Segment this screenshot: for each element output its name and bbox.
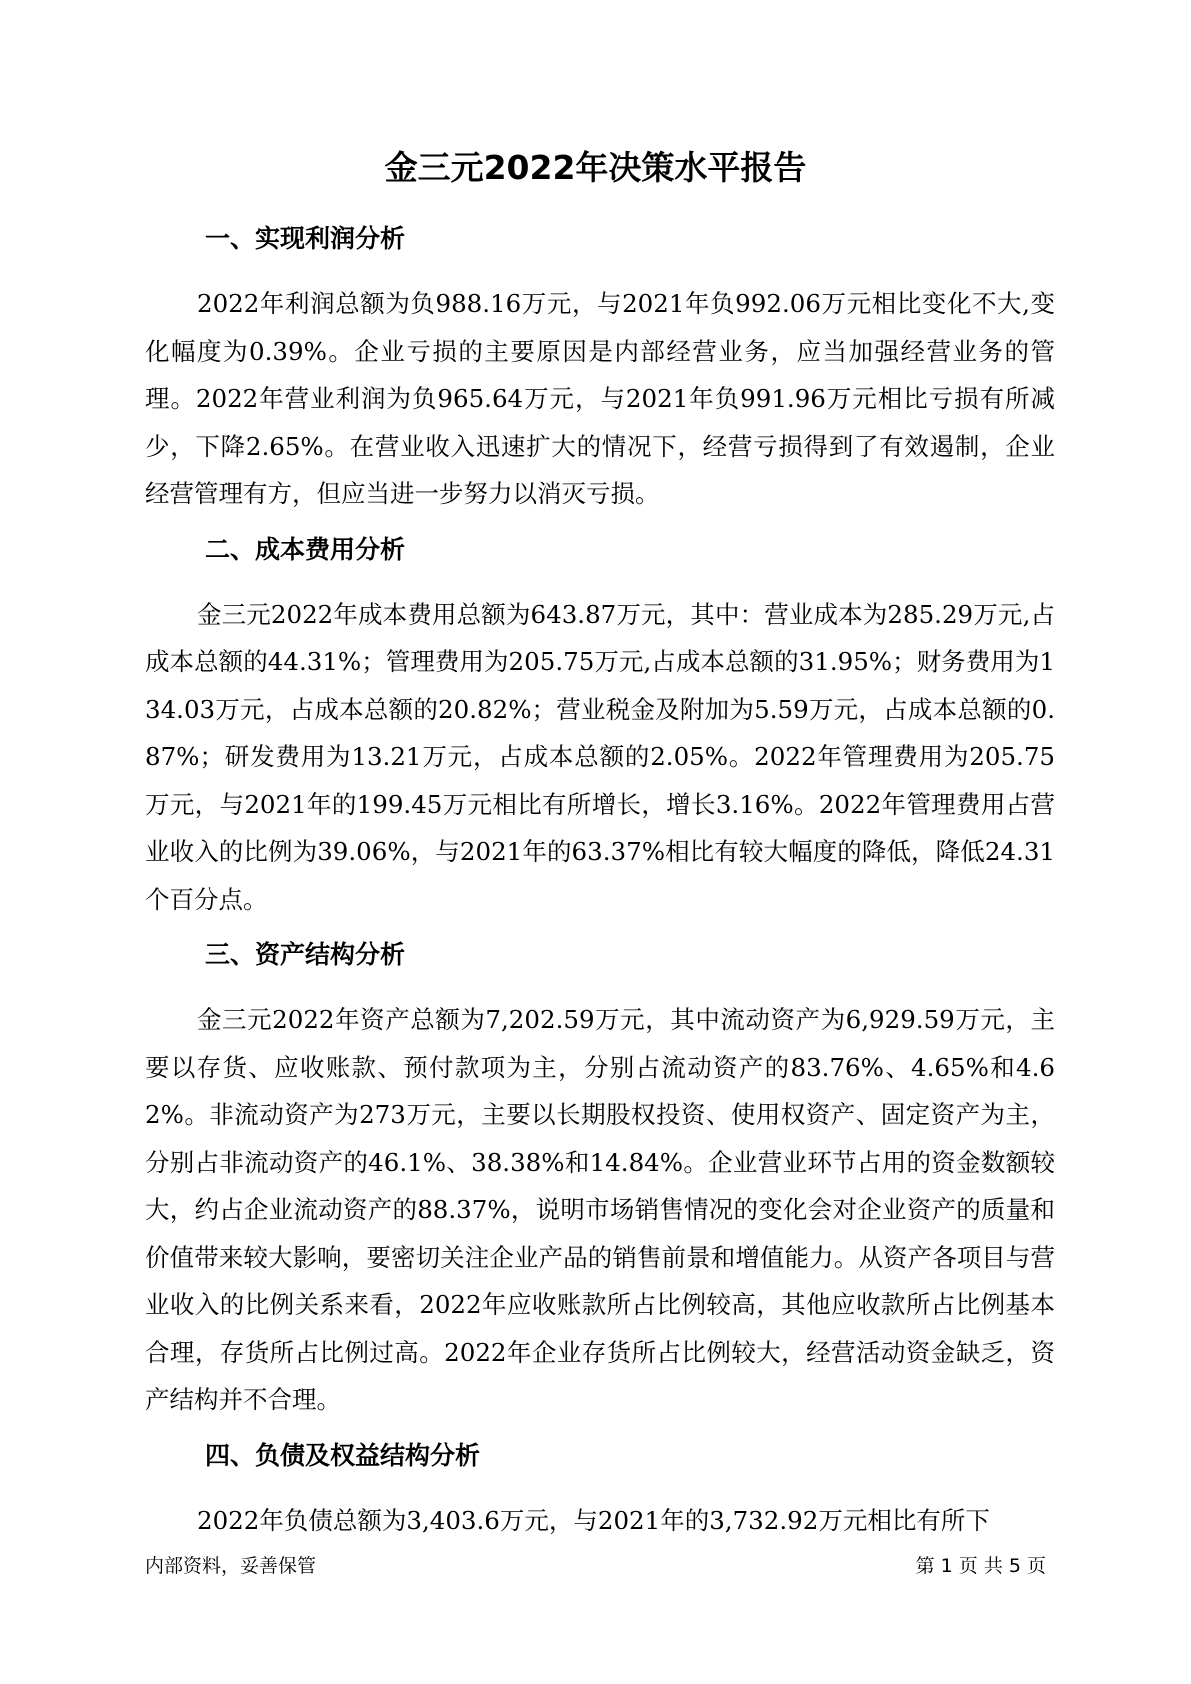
document-title: 金三元2022年决策水平报告: [384, 148, 807, 187]
section-heading: 二、成本费用分析: [205, 534, 406, 564]
section-profit-analysis: [145, 222, 1055, 518]
section-paragraph: 2022年利润总额为负988.16万元，与2021年负992.06万元相比变化不大,变化幅度为0.39%。企业亏损的主要原因是内部经营业务，应当加强经营业务的管理。2022年营业利润为负965.64万元，与2021年负991.96万元相比亏损有所减少，下降2.65%。在营业收入迅速扩大的情况下，经营亏损得到了有效遏制，企业经营管理有方，但应当进一步努力以消灭亏损。: [145, 289, 1055, 508]
section-paragraph: 金三元2022年成本费用总额为643.87万元，其中：营业成本为285.29万元,占成本总额的44.31%；管理费用为205.75万元,占成本总额的31.95%；财务费用为134.03万元，占成本总额的20.82%；营业税金及附加为5.59万元，占成本总额的0.87%；研发费用为13.21万元，占成本总额的2.05%。2022年管理费用为205.75万元，与2021年的199.45万元相比有所增长，增长3.16%。2022年管理费用占营业收入的比例为39.06%，与2021年的63.37%相比有较大幅度的降低，降低24.31个百分点。: [145, 599, 1055, 914]
section-liability-equity: [145, 1439, 1055, 1545]
section-paragraph: 金三元2022年资产总额为7,202.59万元，其中流动资产为6,929.59万元，主要以存货、应收账款、预付款项为主，分别占流动资产的83.76%、4.65%和4.62%。非流动资产为273万元，主要以长期股权投资、使用权资产、固定资产为主，分别占非流动资产的46.1%、38.38%和14.84%。企业营业环节占用的资金数额较大，约占企业流动资产的88.37%，说明市场销售情况的变化会对企业资产的质量和价值带来较大影响，要密切关注企业产品的销售前景和增值能力。从资产各项目与营业收入的比例关系来看，2022年应收账款所占比例较高，其他应收款所占比例基本合理，存货所占比例过高。2022年企业存货所占比例较大，经营活动资金缺乏，资产结构并不合理。: [145, 1005, 1055, 1414]
section-heading: 四、负债及权益结构分析: [205, 1440, 481, 1470]
section-heading: 一、实现利润分析: [205, 224, 406, 253]
section-asset-structure: [145, 938, 1055, 1424]
section-cost-analysis: [145, 533, 1055, 924]
document-body: [145, 222, 1055, 1559]
footer-page-number: 第 1 页 共 5 页: [915, 1555, 1046, 1577]
footer-confidential-note: 内部资料，妥善保管: [145, 1555, 317, 1577]
section-paragraph: 2022年负债总额为3,403.6万元，与2021年的3,732.92万元相比有所下: [197, 1505, 990, 1535]
section-heading: 三、资产结构分析: [205, 940, 406, 969]
